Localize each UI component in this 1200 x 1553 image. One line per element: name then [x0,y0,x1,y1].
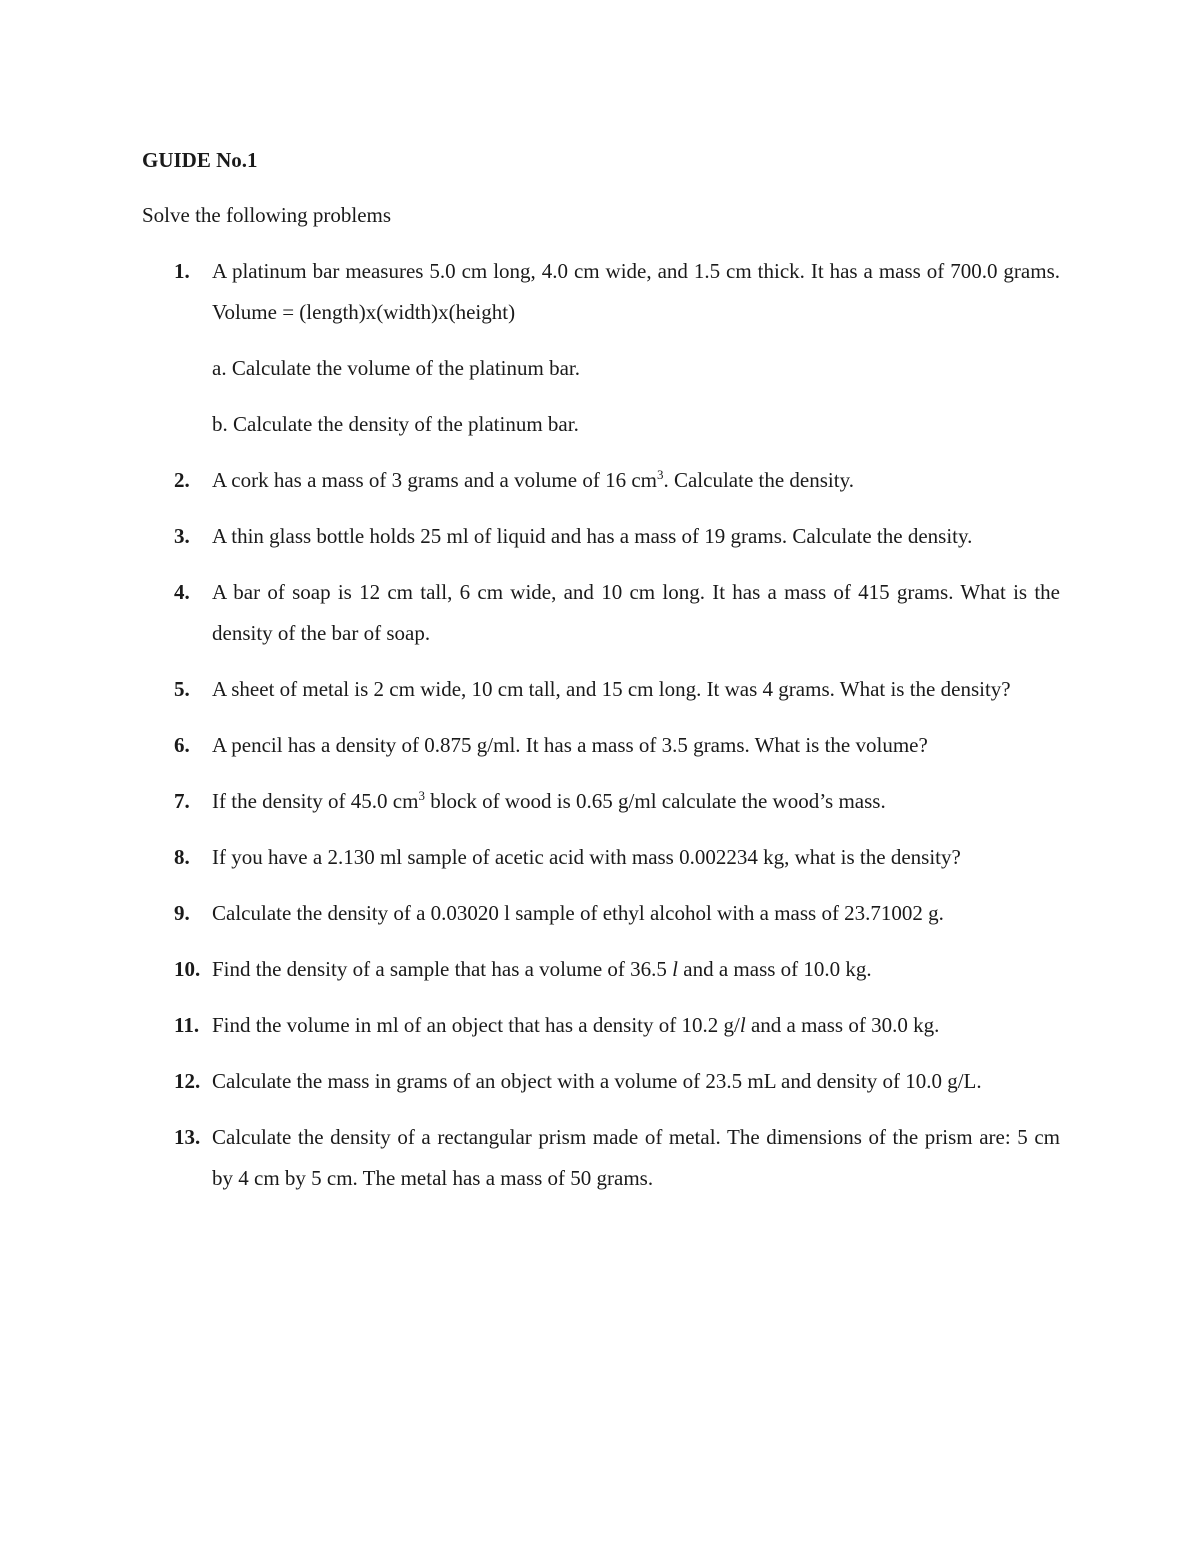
problem-number: 6. [174,733,190,757]
subpart-list [212,348,1060,445]
problem-text [212,1013,939,1037]
problem-item [142,725,1060,766]
problem-text-part: If the density of 45.0 cm [212,789,419,813]
problem-number: 3. [174,524,190,548]
problem-text-part: and a mass of 10.0 kg. [678,957,872,981]
problem-item [142,572,1060,654]
problem-number: 1. [174,259,190,283]
problem-number: 10. [174,957,201,981]
problem-text-part: . Calculate the density. [663,468,854,492]
italic-unit: l [672,957,679,981]
problem-item [142,781,1060,822]
problem-text-part: and a mass of 30.0 kg. [745,1013,940,1037]
problem-text: Calculate the density of a 0.03020 l sample of ethyl alcohol with a mass of 23.71002 g. [212,901,944,925]
problem-number: 8. [174,845,190,869]
problem-item [142,949,1060,990]
superscript: 3 [418,788,425,803]
problem-item [142,1005,1060,1046]
problem-number: 5. [174,677,190,701]
problem-item [142,1117,1060,1199]
problem-item [142,1061,1060,1102]
document-intro: Solve the following problems [142,203,392,227]
problem-item [142,460,1060,501]
problem-item [142,516,1060,557]
problem-number: 11. [174,1013,200,1037]
document-page [142,140,1060,1214]
problem-text: A thin glass bottle holds 25 ml of liquid and has a mass of 19 grams. Calculate the density. [212,524,973,548]
problem-item [142,893,1060,934]
problem-text-part: A cork has a mass of 3 grams and a volume of 16 cm [212,468,657,492]
problem-text-part: Find the volume in ml of an object that has a density of 10.2 g/ [212,1013,740,1037]
problem-text-part: block of wood is 0.65 g/ml calculate the wood’s mass. [424,789,886,813]
subpart-item: b. Calculate the density of the platinum bar. [212,412,579,436]
document-title: GUIDE No.1 [142,148,258,172]
problem-text [212,789,886,813]
italic-unit: l [739,1013,746,1037]
problem-number: 13. [174,1125,201,1149]
problem-text: Calculate the density of a rectangular prism made of metal. The dimensions of the prism are: 5 cm by 4 cm by 5 cm. The metal has a mass of 50 grams. [212,1125,1060,1190]
problem-number: 4. [174,580,190,604]
problem-text: A pencil has a density of 0.875 g/ml. It has a mass of 3.5 grams. What is the volume? [212,733,928,757]
problem-item [142,669,1060,710]
problem-text: Calculate the mass in grams of an object with a volume of 23.5 mL and density of 10.0 g/L. [212,1069,982,1093]
subpart-item: a. Calculate the volume of the platinum bar. [212,356,580,380]
problem-text [212,957,872,981]
problem-item [142,837,1060,878]
problem-text: A sheet of metal is 2 cm wide, 10 cm tall, and 15 cm long. It was 4 grams. What is the density? [212,677,1011,701]
problem-number: 7. [174,789,190,813]
problem-text [212,468,854,492]
problem-text: If you have a 2.130 ml sample of acetic acid with mass 0.002234 kg, what is the density? [212,845,961,869]
problem-text: A platinum bar measures 5.0 cm long, 4.0 cm wide, and 1.5 cm thick. It has a mass of 700.0 grams. Volume = (length)x(width)x(height) [212,259,1060,324]
problem-number: 12. [174,1069,201,1093]
superscript: 3 [656,467,664,482]
problem-text: A bar of soap is 12 cm tall, 6 cm wide, and 10 cm long. It has a mass of 415 grams. What is the density of the bar of soap. [212,580,1060,645]
problem-text-part: Find the density of a sample that has a volume of 36.5 [212,957,673,981]
problem-number: 2. [174,468,190,492]
problem-item [142,251,1060,445]
problem-number: 9. [174,901,190,925]
problem-list [142,251,1060,1199]
